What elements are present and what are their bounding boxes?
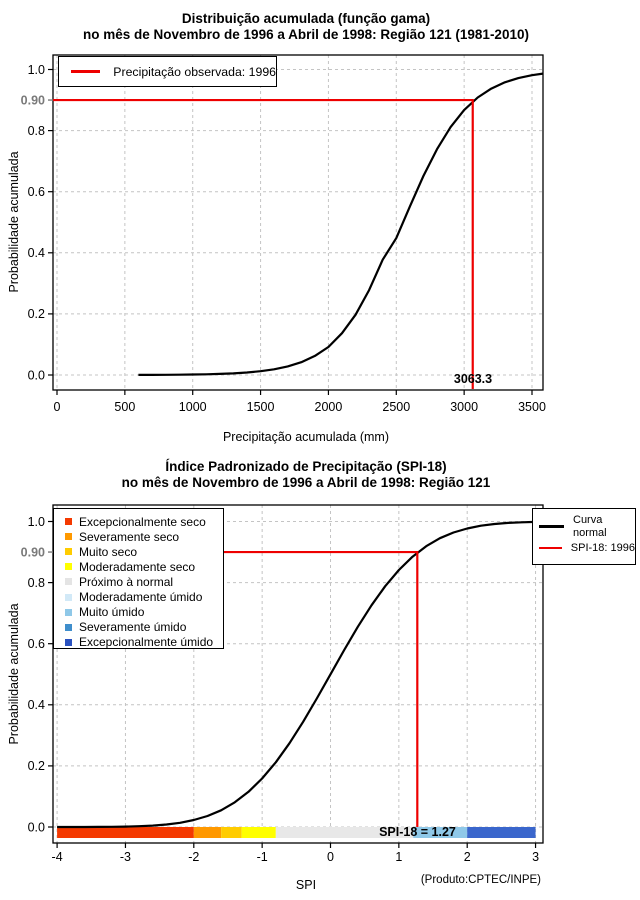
chart2-x-axis-label: SPI [295,878,317,892]
x-tick-label: 2 [463,850,471,864]
y-tick-label: 0.0 [27,368,45,383]
x-tick-label: -3 [119,850,132,864]
legend-color-marker [65,548,72,555]
legend-item [54,529,223,544]
legend-item [54,514,223,529]
legend-color-marker [65,609,72,616]
y-tick-label: 0.6 [27,637,45,651]
chart2-subtitle: no mês de Novembro de 1996 a Abril de 1998: Região 121 [121,475,491,490]
legend-item-label: Próximo à normal [79,574,174,589]
chart2-marker-value: SPI-18 = 1.27 [379,825,456,839]
legend-item [54,635,223,650]
legend-item-label: Excepcionalmente úmido [79,635,214,650]
marker-lines [223,552,417,827]
y-tick-label-090: 0.90 [20,93,45,108]
legend-color-marker [65,639,72,646]
legend-item [54,620,223,635]
legend-item [54,574,223,589]
y-tick-label-090: 0.90 [20,545,45,560]
y-tick-label: 1.0 [27,514,45,529]
chart2-title: Índice Padronizado de Precipitação (SPI-18) [165,459,447,474]
y-tick-label: 1.0 [27,62,45,77]
chart1-legend [58,56,277,87]
y-tick-label: 0.8 [27,575,45,590]
curva-normal-label: Curva normal [573,514,607,539]
chart2-line-legend [532,508,636,565]
legend-color-marker [65,563,72,570]
chart2-y-axis-label: Probabilidade acumulada [7,603,21,745]
legend-item-label: Moderadamente seco [79,559,196,574]
chart2-footnote: (Produto:CPTEC/INPE) [420,874,541,886]
spi-colorbar-segment [194,827,221,838]
legend-item-label: Muito seco [79,544,138,559]
legend-item-label: Severamente seco [79,529,180,544]
legend-color-marker [65,578,72,585]
x-tick-label: 1000 [178,400,207,414]
marker-lines [53,100,473,389]
y-tick-label: 0.2 [27,759,45,774]
x-tick-label: -4 [51,850,63,864]
legend-item [54,605,223,620]
x-tick-label: 3000 [450,400,479,414]
x-tick-label: 3500 [518,400,546,414]
spi-colorbar-segment [242,827,276,838]
x-tick-label: -2 [188,850,200,864]
legend-color-marker [65,518,72,525]
chart1-legend-label: Precipitação observada: 1996 [113,64,276,79]
legend-item-label: Excepcionalmente seco [79,514,206,529]
legend-item [54,559,223,574]
chart1-y-axis-label: Probabilidade acumulada [7,151,21,293]
chart1-marker-value: 3063.3 [453,372,493,386]
chart1-x-axis-label: Precipitação acumulada (mm) [222,430,390,444]
legend-item [54,589,223,604]
spi-colorbar-segment [57,827,194,838]
chart1-subtitle: no mês de Novembro de 1996 a Abril de 1998: Região 121 (1981-2010) [83,27,529,42]
legend-item-label: Moderadamente úmido [79,590,203,605]
spi-1996-label: SPI-18: 1996 [570,542,635,554]
legend-item [54,544,223,559]
y-tick-label: 0.8 [27,123,45,138]
red-line-swatch [539,547,562,550]
y-tick-label: 0.4 [27,246,45,261]
legend-color-marker [65,624,72,631]
spi-category-legend [53,508,224,649]
y-tick-label: 0.6 [27,185,45,199]
black-line-swatch [539,525,564,528]
x-tick-label: 0 [327,850,334,864]
x-tick-label: 2500 [382,400,411,414]
chart1-title: Distribuição acumulada (função gama) [181,11,431,26]
x-tick-label: 3 [532,850,540,864]
red-line-swatch [71,70,100,73]
x-tick-label: 0 [53,400,61,414]
legend-item-label: Severamente úmido [79,620,187,635]
x-tick-label: 1500 [246,400,275,414]
y-tick-label: 0.2 [27,307,45,322]
x-tick-label: 2000 [314,400,343,414]
y-tick-label: 0.0 [27,820,45,835]
y-tick-label: 0.4 [27,698,45,713]
legend-item-label: Muito úmido [79,605,145,620]
spi-colorbar-segment [221,827,242,838]
legend-color-marker [65,533,72,540]
x-tick-label: 500 [114,400,136,414]
x-tick-label: 1 [395,850,403,864]
legend-color-marker [65,594,72,601]
cdf-curve [138,74,543,375]
x-tick-label: -1 [256,850,268,864]
